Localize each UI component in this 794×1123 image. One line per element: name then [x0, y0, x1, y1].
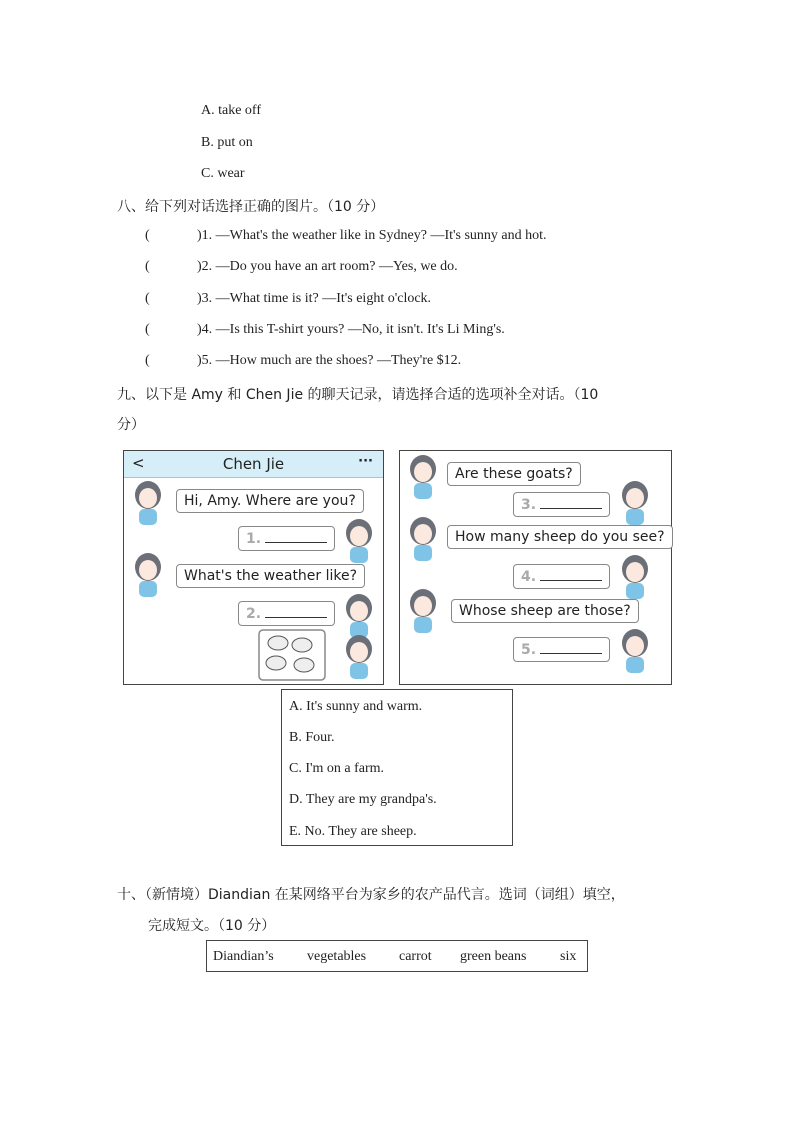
amy-avatar-icon: [342, 633, 376, 681]
amy-avatar-icon: [618, 553, 652, 601]
choice-item: A. It's sunny and warm.: [289, 699, 423, 714]
section10-heading-line1: 十、（新情境）Diandian 在某网络平台为家乡的农产品代言。选词（词组）填空，: [117, 887, 625, 903]
section9-heading-line1: 九、以下是 Amy 和 Chen Jie 的聊天记录，请选择合适的选项补全对话。（10: [117, 387, 599, 403]
question-row: [145, 228, 547, 244]
option-c: C. wear: [201, 166, 245, 181]
word-bank-item: six: [560, 949, 577, 964]
section10-heading-line2: 完成短文。（10 分）: [148, 918, 276, 934]
option-a: A. take off: [201, 103, 261, 118]
chenjie-avatar-icon: [131, 551, 165, 599]
answer-blank[interactable]: 5.: [513, 637, 610, 662]
sheep-photo-icon: [258, 629, 326, 681]
amy-avatar-icon: [618, 479, 652, 527]
word-bank-item: Diandian’s: [213, 949, 274, 964]
answer-paren[interactable]: (: [145, 353, 150, 368]
answer-blank[interactable]: 1.: [238, 526, 335, 551]
answer-blank[interactable]: 2.: [238, 601, 335, 626]
question-row: [145, 353, 461, 369]
chat-bubble-left: Hi, Amy. Where are you?: [176, 489, 364, 513]
question-text: )4. —Is this T-shirt yours? —No, it isn't. It's Li Ming's.: [197, 322, 505, 337]
choices-box: [281, 689, 513, 846]
chat-bubble-left: Are these goats?: [447, 462, 581, 486]
section8-heading: 八、给下列对话选择正确的图片。（10 分）: [117, 199, 385, 215]
answer-paren[interactable]: (: [145, 259, 150, 274]
answer-paren[interactable]: (: [145, 291, 150, 306]
chenjie-avatar-icon: [406, 515, 440, 563]
word-bank-item: green beans: [460, 949, 527, 964]
option-b: B. put on: [201, 135, 253, 150]
amy-avatar-icon: [342, 517, 376, 565]
question-text: )5. —How much are the shoes? —They're $12.: [197, 353, 462, 368]
question-row: [145, 259, 458, 275]
chat-title-bar: [124, 451, 383, 478]
chat-title: Chen Jie: [222, 455, 285, 473]
question-text: )1. —What's the weather like in Sydney? —It's sunny and hot.: [197, 228, 547, 243]
back-icon[interactable]: <: [132, 454, 145, 472]
question-row: [145, 322, 505, 338]
choice-item: C. I'm on a farm.: [289, 761, 385, 776]
choice-item: B. Four.: [289, 730, 335, 745]
menu-icon[interactable]: ···: [358, 454, 373, 469]
chenjie-avatar-icon: [131, 479, 165, 527]
chat-bubble-left: What's the weather like?: [176, 564, 365, 588]
chenjie-avatar-icon: [406, 587, 440, 635]
word-bank-item: vegetables: [307, 949, 367, 964]
word-bank: [206, 940, 588, 972]
choice-item: D. They are my grandpa's.: [289, 792, 437, 807]
question-row: [145, 291, 431, 307]
answer-paren[interactable]: (: [145, 228, 150, 243]
choice-item: E. No. They are sheep.: [289, 824, 417, 839]
answer-blank[interactable]: 4.: [513, 564, 610, 589]
chat-panel-left: [123, 450, 384, 685]
amy-avatar-icon: [618, 627, 652, 675]
chat-bubble-left: How many sheep do you see?: [447, 525, 673, 549]
word-bank-item: carrot: [399, 949, 432, 964]
question-text: )2. —Do you have an art room? —Yes, we do.: [197, 259, 458, 274]
chat-panel-right: [399, 450, 672, 685]
answer-paren[interactable]: (: [145, 322, 150, 337]
chat-bubble-left: Whose sheep are those?: [451, 599, 639, 623]
answer-blank[interactable]: 3.: [513, 492, 610, 517]
section9-heading-line2: 分）: [117, 417, 145, 433]
question-text: )3. —What time is it? —It's eight o'clock.: [197, 291, 432, 306]
chenjie-avatar-icon: [406, 453, 440, 501]
